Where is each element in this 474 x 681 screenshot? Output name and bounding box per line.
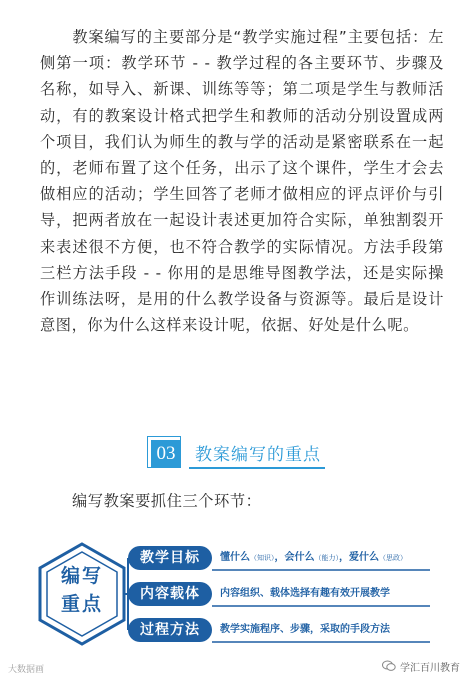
desc-part-strong: ，会什么: [274, 552, 315, 563]
desc-part-strong: ，爱什么: [339, 552, 379, 563]
section-heading: [147, 436, 327, 470]
paragraph-text: 教案编写的主要部分是“教学实施过程”主要包括：左侧第一项：教学环节 - - 教学过程的各主要环节、步骤及名称，如导入、新课、训练等等；第二项是学生与教师活动，有的教案设计格式把学生和教师的活动分别设置成两个项目，我们认为师生的教与学的活动是紧密联系在一起的，老师布置了这个任务，出示了这个课件，学生才会去做相应的活动；学生回答了老师才做相应的评点评价与引导，把两者放在一起设计表述更加符合实际，单独割裂开来表述很不方便，也不符合教学的实际情况。方法手段第三栏方法手段 - - 你用的是思维导图教学法，还是实际操作训练法呀，是用的什么教学设备与资源等。最后是设计意图，你为什么这样来设计呢，依据、好处是什么呢。: [40, 28, 444, 335]
desc-part-small: （知识）: [250, 554, 275, 562]
section-title: 教案编写的重点: [195, 445, 321, 465]
section-underline: [189, 467, 325, 469]
section-number: 03: [151, 440, 181, 468]
watermark-right-text: 学汇百川教育: [400, 662, 460, 674]
desc-part-small: （思政）: [379, 554, 407, 562]
desc-part-strong: 懂什么: [220, 552, 250, 563]
hexagon-label-line1: 编写: [60, 565, 103, 587]
row-desc-teaching-goals: [220, 546, 407, 570]
body-paragraph: [40, 24, 444, 338]
wechat-icon: [382, 660, 396, 675]
intro-text: 编写教案要抓住三个环节：: [72, 492, 262, 510]
row-desc-content-carrier: 内容组织、载体选择有趣有效开展教学: [220, 588, 390, 599]
watermark-left-text: 大数据画: [8, 665, 45, 675]
watermark-left: [8, 662, 44, 675]
hexagon-label: [36, 562, 128, 618]
watermark-right: [382, 659, 460, 676]
row-label-content-carrier: 内容载体: [128, 582, 212, 606]
desc-part-small: （能力）: [314, 554, 339, 562]
hexagon-label-line2: 重点: [60, 593, 103, 615]
row-desc-process-method: 教学实施程序、步骤，采取的手段方法: [220, 624, 390, 635]
row-label-process-method: 过程方法: [128, 618, 212, 642]
row-label-teaching-goals: 教学目标: [128, 546, 212, 570]
